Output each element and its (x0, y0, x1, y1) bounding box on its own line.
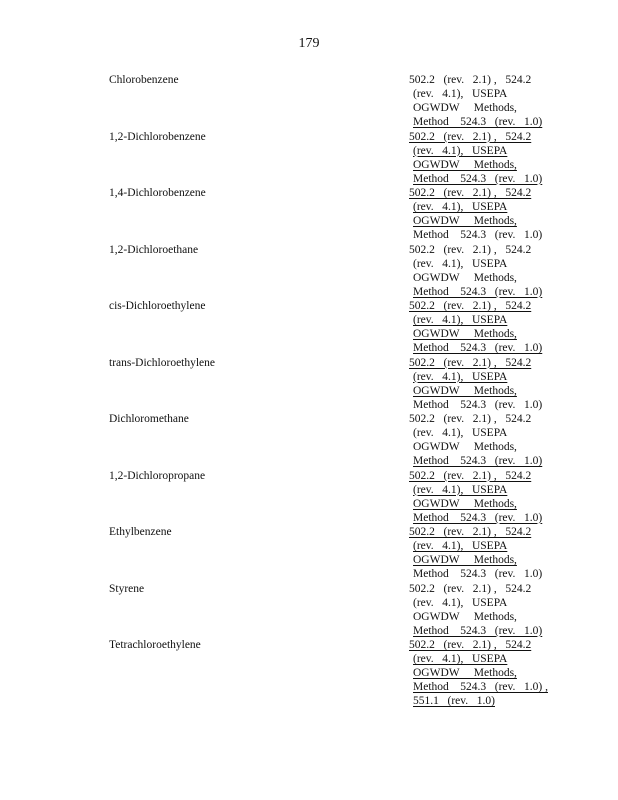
method-text (409, 356, 599, 412)
chemical-name: Dichloromethane (109, 413, 189, 425)
chemical-name: 1,2-Dichlorobenzene (109, 130, 206, 143)
chemical-name: Ethylbenzene (109, 526, 172, 538)
method-text (409, 73, 599, 129)
method-line: 502.2 (rev. 2.1) , 524.2 (409, 356, 532, 369)
method-text (409, 299, 599, 355)
page-number: 179 (298, 36, 320, 51)
method-line: 502.2 (rev. 2.1) , 524.2 (409, 639, 532, 651)
method-text (409, 186, 599, 242)
method-line: (rev. 4.1), USEPA (413, 314, 508, 326)
method-line: 502.2 (rev. 2.1) , 524.2 (409, 130, 532, 143)
table-row (0, 299, 618, 356)
method-line: Method 524.3 (rev. 1.0) (413, 229, 543, 241)
method-text (409, 412, 599, 468)
table-row (0, 412, 618, 469)
method-text (409, 243, 599, 299)
method-line: 502.2 (rev. 2.1) , 524.2 (409, 526, 532, 538)
table-row (0, 638, 618, 714)
method-line: 502.2 (rev. 2.1) , 524.2 (409, 582, 532, 595)
method-line: Method 524.3 (rev. 1.0) (413, 172, 543, 185)
method-line: 502.2 (rev. 2.1) , 524.2 (409, 187, 532, 199)
chemical-name: Styrene (109, 582, 145, 595)
method-line: OGWDW Methods, (413, 158, 517, 171)
chemical-name: 1,4-Dichlorobenzene (109, 187, 206, 199)
table-row (0, 130, 618, 187)
method-text (409, 130, 599, 186)
method-line: 551.1 (rev. 1.0) (413, 695, 495, 707)
method-line: Method 524.3 (rev. 1.0) (413, 342, 543, 354)
method-table (0, 73, 618, 714)
table-row (0, 186, 618, 243)
method-line: Method 524.3 (rev. 1.0) (413, 511, 543, 524)
method-line: Method 524.3 (rev. 1.0) (413, 398, 543, 411)
chemical-name: cis-Dichloroethylene (109, 300, 206, 312)
table-row (0, 525, 618, 582)
method-text (409, 469, 599, 525)
chemical-name: trans-Dichloroethylene (109, 356, 216, 369)
method-line: OGWDW Methods, (413, 610, 517, 623)
method-line: (rev. 4.1), USEPA (413, 483, 508, 496)
table-row (0, 73, 618, 130)
method-line: 502.2 (rev. 2.1) , 524.2 (409, 243, 532, 256)
method-line: Method 524.3 (rev. 1.0) (413, 285, 543, 298)
method-line: OGWDW Methods, (413, 554, 517, 566)
method-line: Method 524.3 (rev. 1.0) (413, 116, 543, 128)
method-line: 502.2 (rev. 2.1) , 524.2 (409, 300, 532, 312)
method-line: OGWDW Methods, (413, 667, 517, 679)
chemical-name: 1,2-Dichloropropane (109, 469, 206, 482)
method-line: (rev. 4.1), USEPA (413, 427, 508, 439)
chemical-name: 1,2-Dichloroethane (109, 243, 199, 256)
method-line: (rev. 4.1), USEPA (413, 201, 508, 213)
method-text (409, 638, 599, 708)
method-line: Method 524.3 (rev. 1.0) (413, 455, 543, 467)
method-line: (rev. 4.1), USEPA (413, 540, 508, 552)
table-row (0, 243, 618, 300)
method-line: 502.2 (rev. 2.1) , 524.2 (409, 413, 532, 425)
chemical-name: Chlorobenzene (109, 74, 179, 86)
table-row (0, 469, 618, 526)
method-line: Method 524.3 (rev. 1.0) (413, 568, 543, 580)
method-line: (rev. 4.1), USEPA (413, 370, 508, 383)
method-line: 502.2 (rev. 2.1) , 524.2 (409, 74, 532, 86)
method-line: OGWDW Methods, (413, 384, 517, 397)
method-line: OGWDW Methods, (413, 441, 517, 453)
method-line: Method 524.3 (rev. 1.0) (413, 624, 543, 637)
method-line: OGWDW Methods, (413, 271, 517, 284)
chemical-name: Tetrachloroethylene (109, 639, 201, 651)
table-row (0, 356, 618, 413)
method-text (409, 582, 599, 638)
method-line: 502.2 (rev. 2.1) , 524.2 (409, 469, 532, 482)
method-line: OGWDW Methods, (413, 102, 517, 114)
method-line: (rev. 4.1), USEPA (413, 653, 508, 665)
method-text (409, 525, 599, 581)
method-line: OGWDW Methods, (413, 328, 517, 340)
table-row (0, 582, 618, 639)
method-line: (rev. 4.1), USEPA (413, 88, 508, 100)
method-line: (rev. 4.1), USEPA (413, 596, 508, 609)
method-line: OGWDW Methods, (413, 215, 517, 227)
method-line: Method 524.3 (rev. 1.0) , (413, 681, 548, 693)
method-line: OGWDW Methods, (413, 497, 517, 510)
method-line: (rev. 4.1), USEPA (413, 144, 508, 157)
method-line: (rev. 4.1), USEPA (413, 257, 508, 270)
